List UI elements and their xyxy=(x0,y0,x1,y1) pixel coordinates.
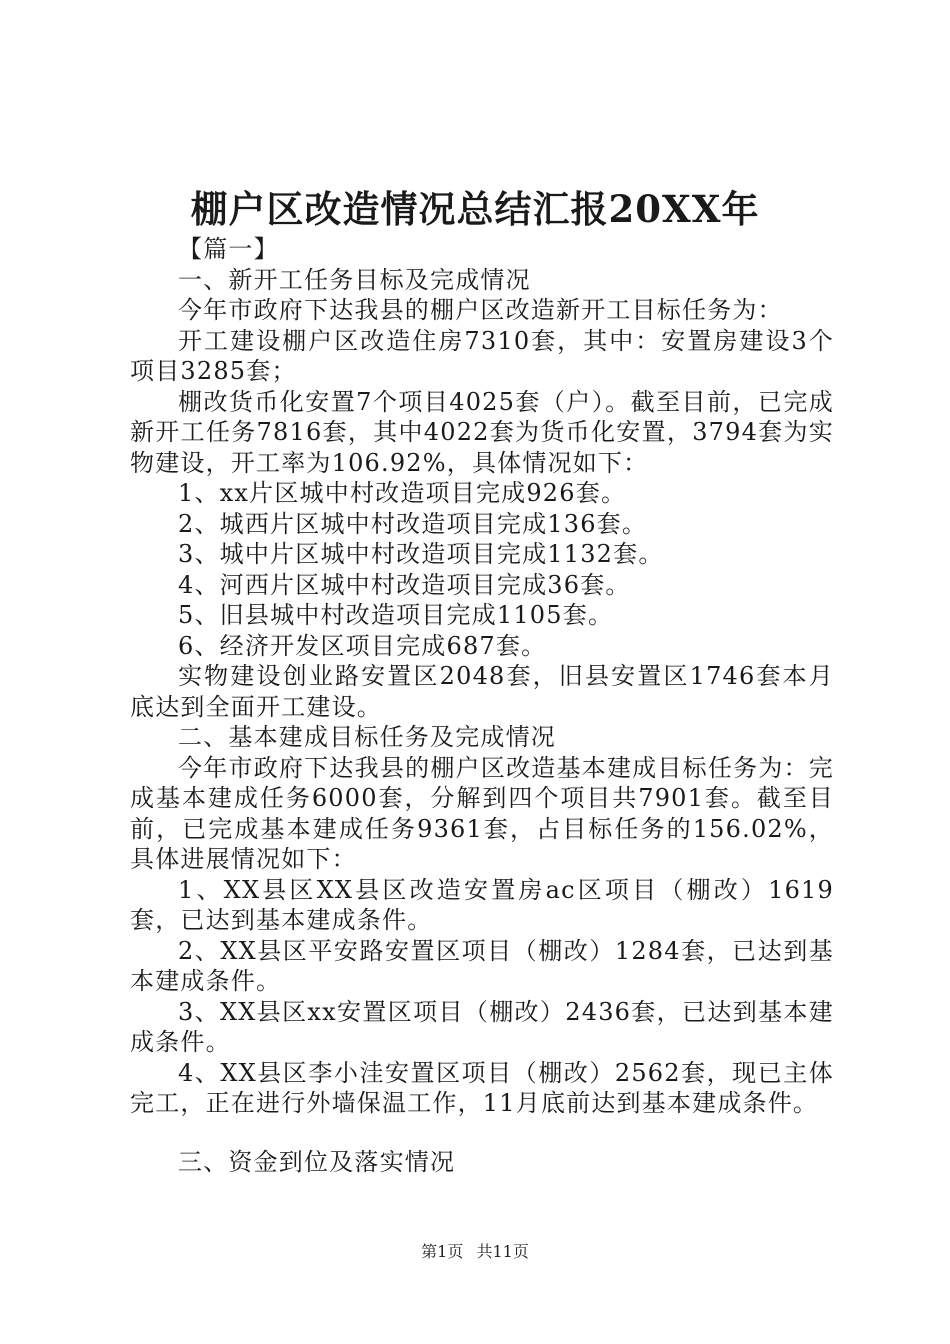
list-item: 4、河西片区城中村改造项目完成36套。 xyxy=(178,570,631,599)
list-item: 1、XX县区XX县区改造安置房ac区项目（棚改）1619套，已达到基本建成条件。 xyxy=(130,875,834,934)
document-body xyxy=(130,234,834,1177)
list-item: 4、XX县区李小洼安置区项目（棚改）2562套，现已主体完工，正在进行外墙保温工作，11月底前达到基本建成条件。 xyxy=(130,1058,834,1117)
list-item: 3、XX县区xx安置区项目（棚改）2436套，已达到基本建成条件。 xyxy=(130,997,834,1056)
section-heading: 一、新开工任务目标及完成情况 xyxy=(178,265,531,294)
list-item: 2、XX县区平安路安置区项目（棚改）1284套，已达到基本建成条件。 xyxy=(130,936,834,995)
list-item: 3、城中片区城中村改造项目完成1132套。 xyxy=(178,540,664,568)
document-title: 棚户区改造情况总结汇报20XX年 xyxy=(190,187,760,231)
page-total: 共11页 xyxy=(476,1242,529,1261)
section-heading: 二、基本建成目标任务及完成情况 xyxy=(178,723,556,751)
paragraph: 今年市政府下达我县的棚户区改造新开工目标任务为： xyxy=(178,296,783,324)
page-footer xyxy=(0,1240,950,1264)
list-item: 2、城西片区城中村改造项目完成136套。 xyxy=(178,509,648,538)
paragraph: 开工建设棚户区改造住房7310套，其中：安置房建设3个项目3285套； xyxy=(130,326,834,385)
section-marker: 【篇一】 xyxy=(178,235,279,263)
list-item: 6、经济开发区项目完成687套。 xyxy=(178,631,547,660)
section-heading: 三、资金到位及落实情况 xyxy=(178,1147,456,1176)
list-item: 1、xx片区城中村改造项目完成926套。 xyxy=(178,479,627,507)
list-item: 5、旧县城中村改造项目完成1105套。 xyxy=(178,601,614,629)
paragraph: 棚改货币化安置7个项目4025套（户）。截至目前，已完成新开工任务7816套，其中4022套为货币化安置，3794套为实物建设，开工率为106.92%，具体情况如下： xyxy=(130,387,834,477)
paragraph: 今年市政府下达我县的棚户区改造基本建成目标任务为：完成基本建成任务6000套，分解到四个项目共7901套。截至目前，已完成基本建成任务9361套，占目标任务的156.02%，具体进展情况如下： xyxy=(130,753,834,873)
page-number: 第1页 xyxy=(421,1242,464,1261)
paragraph: 实物建设创业路安置区2048套，旧县安置区1746套本月底达到全面开工建设。 xyxy=(130,662,834,721)
